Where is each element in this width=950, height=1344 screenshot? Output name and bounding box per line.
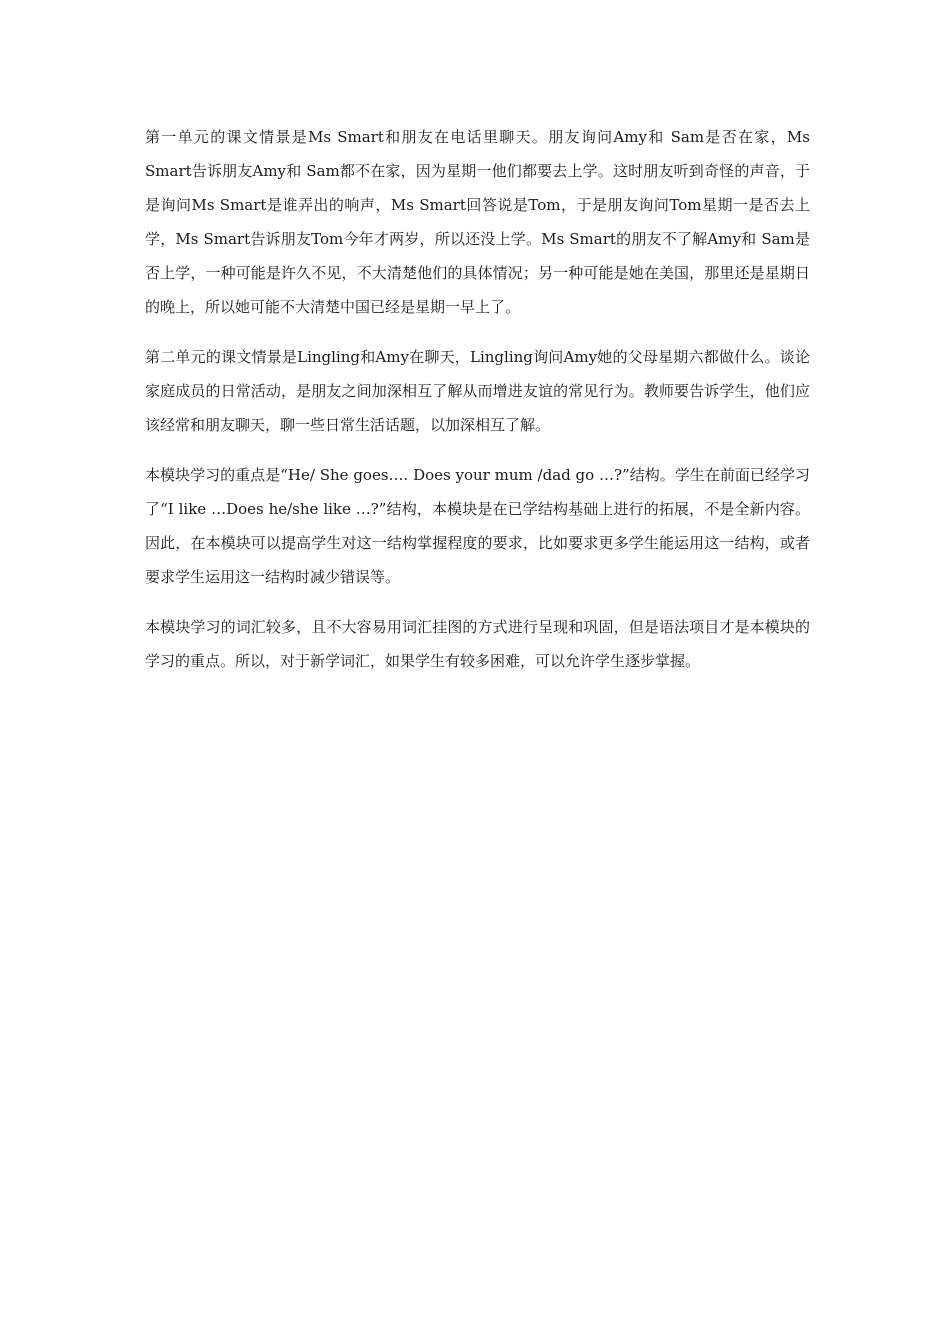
paragraph-unit-one: 第一单元的课文情景是Ms Smart和朋友在电话里聊天。朋友询问Amy和 Sam是否在家，Ms Smart告诉朋友Amy和 Sam都不在家，因为星期一他们都要去上学。这时朋友听到奇怪的声音，于是询问Ms Smart是谁弄出的响声，Ms Smart回答说是Tom，于是朋友询问Tom星期一是否去上学，Ms Smart告诉朋友Tom今年才两岁，所以还没上学。Ms Smart的朋友不了解Amy和 Sam是否上学，一种可能是许久不见，不大清楚他们的具体情况；另一种可能是她在美国，那里还是星期日的晚上，所以她可能不大清楚中国已经是星期一早上了。 — [145, 128, 810, 316]
paragraph-module-focus: 本模块学习的重点是“He/ She goes…. Does your mum /dad go …?”结构。学生在前面已经学习了“I like …Does he/she like …?”结构，本模块是在已学结构基础上进行的拓展，不是全新内容。因此，在本模块可以提高学生对这一结构掌握程度的要求，比如要求更多学生能运用这一结构，或者要求学生运用这一结构时减少错误等。 — [145, 466, 810, 586]
paragraph-unit-two: 第二单元的课文情景是Lingling和Amy在聊天，Lingling询问Amy她的父母星期六都做什么。谈论家庭成员的日常活动，是朋友之间加深相互了解从而增进友谊的常见行为。教师要告诉学生，他们应该经常和朋友聊天，聊一些日常生活话题，以加深相互了解。 — [145, 348, 810, 434]
document-page — [145, 120, 810, 694]
paragraph-vocabulary: 本模块学习的词汇较多，且不大容易用词汇挂图的方式进行呈现和巩固，但是语法项目才是本模块的学习的重点。所以，对于新学词汇，如果学生有较多困难，可以允许学生逐步掌握。 — [145, 618, 810, 670]
